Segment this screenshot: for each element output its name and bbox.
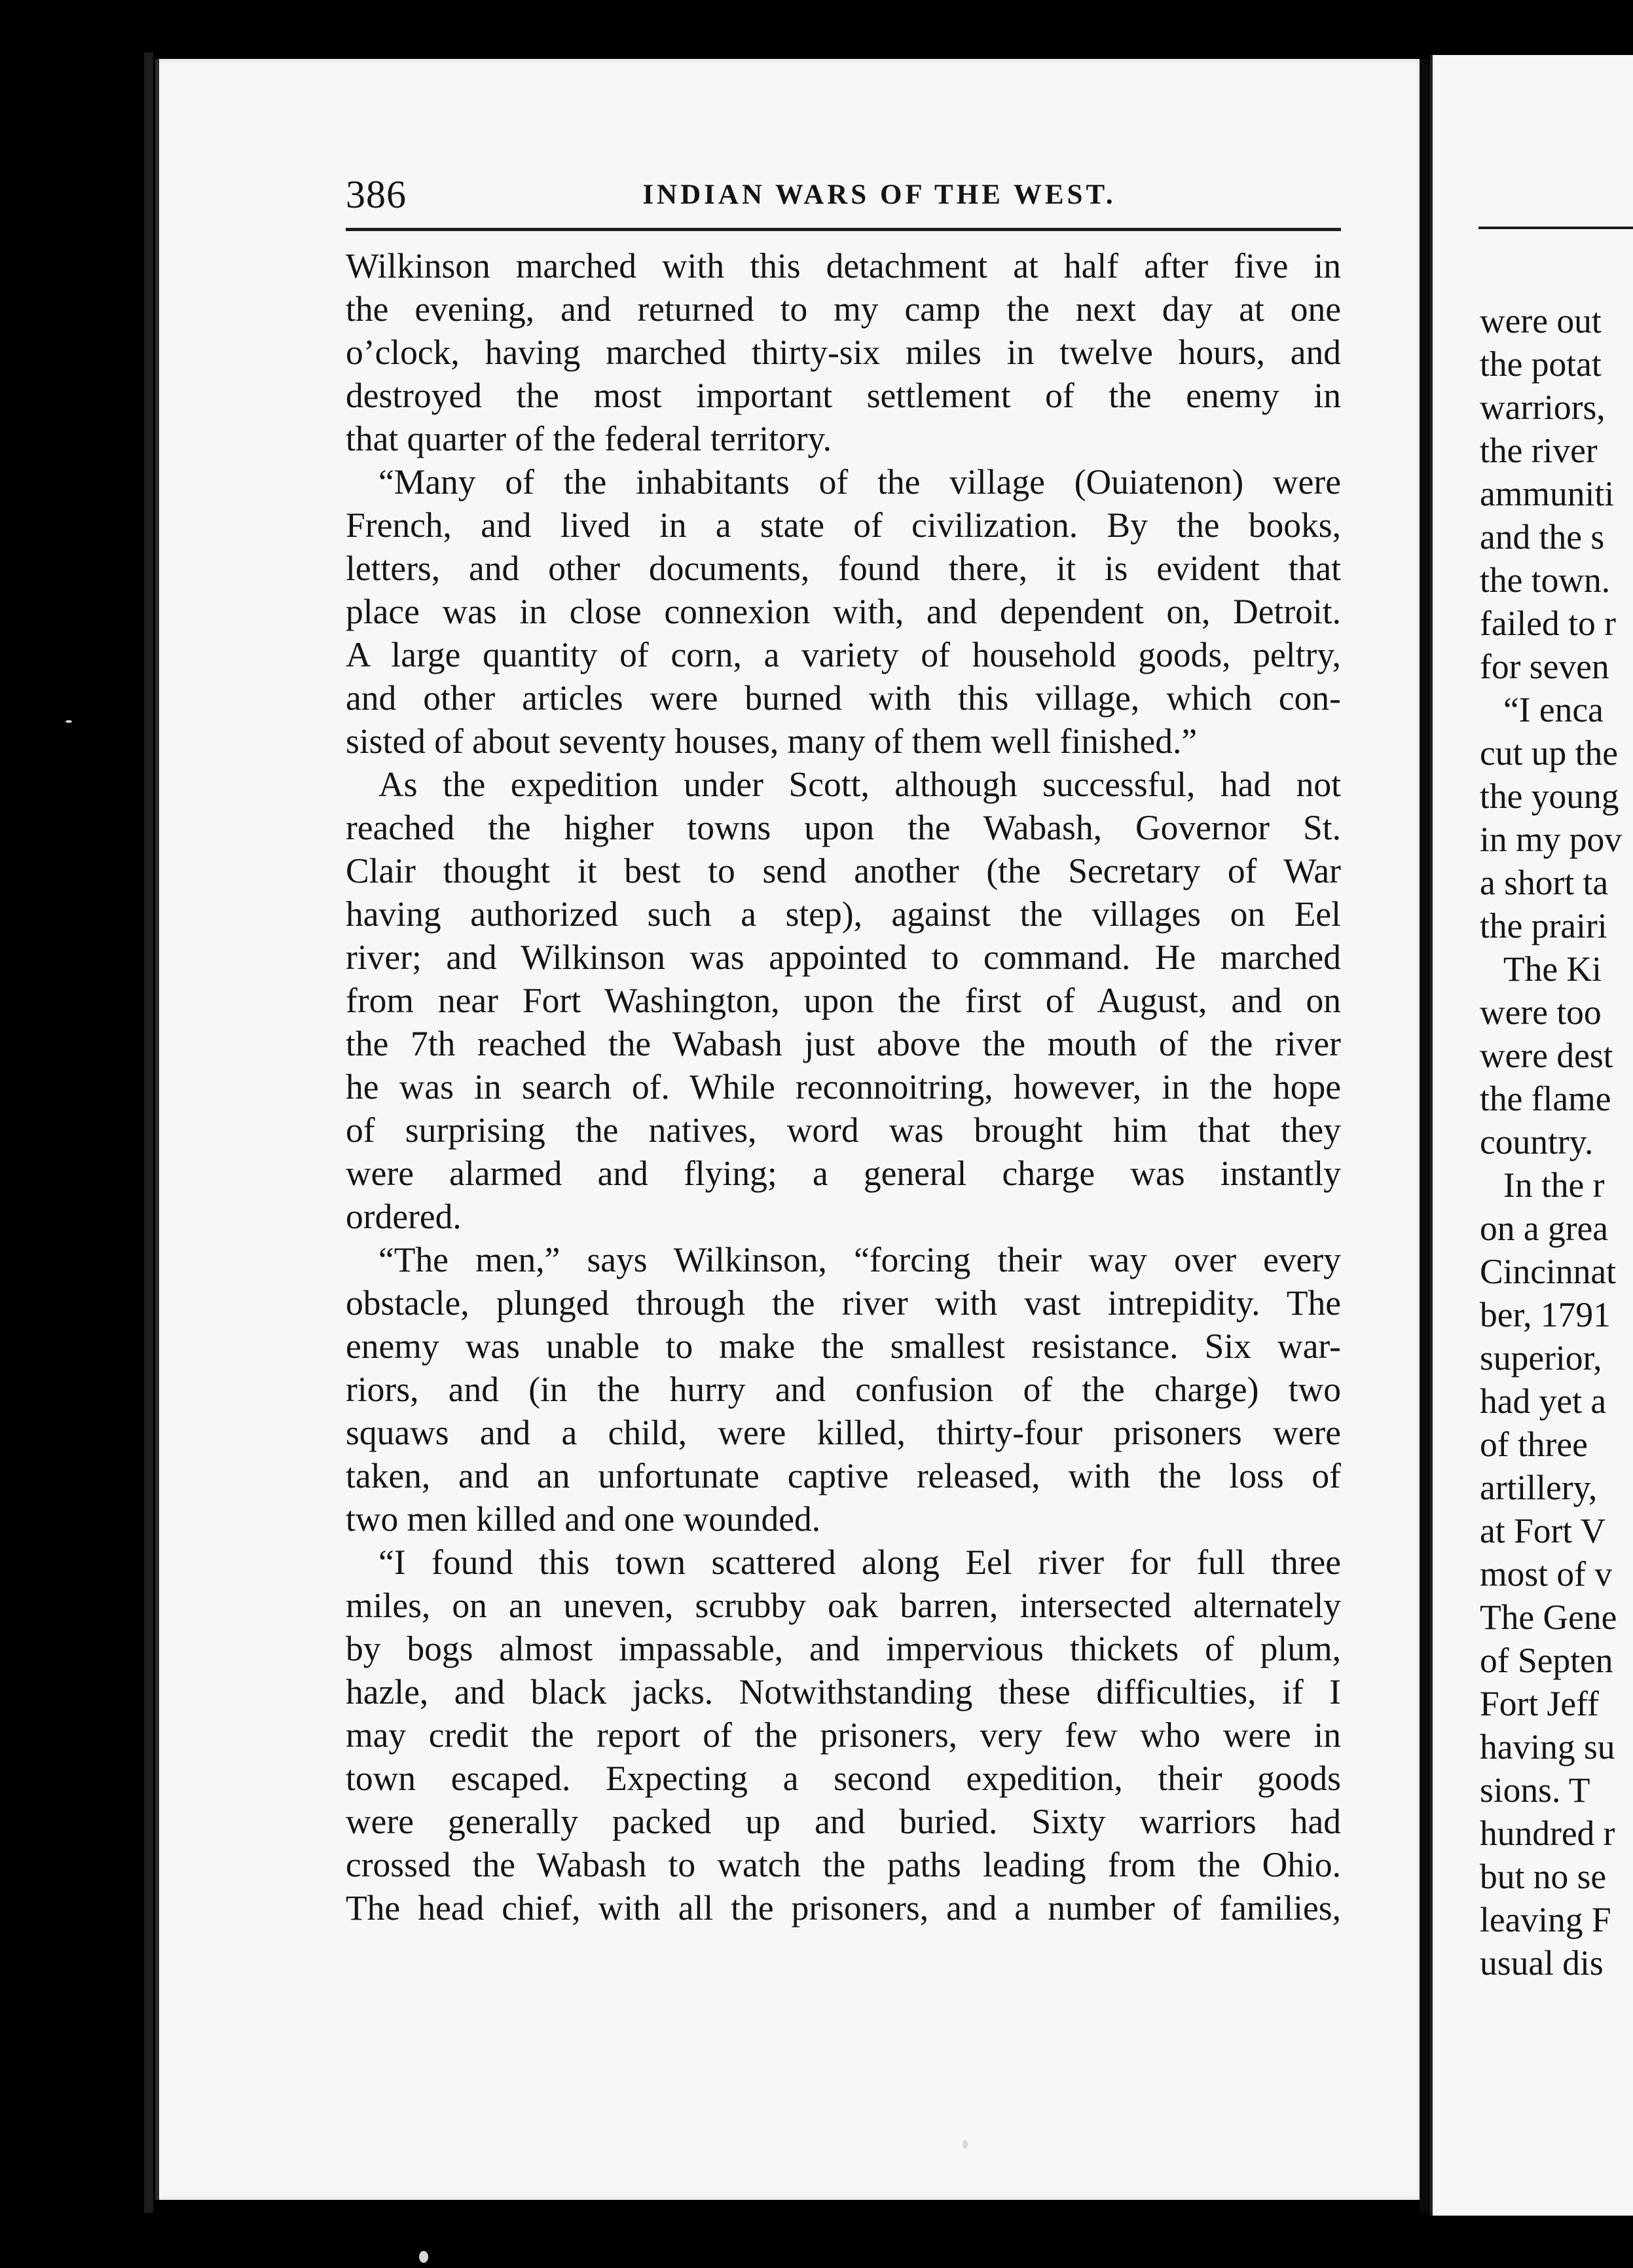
right-page-body-text [1480, 299, 1633, 1985]
text-line: letters, and other documents, found there, it is evident that [346, 549, 1341, 588]
text-line: place was in close connexion with, and dependent on, Detroit. [346, 592, 1341, 631]
text-fragment: were dest [1480, 1036, 1613, 1075]
text-line: sisted of about seventy houses, many of them well finished.” [346, 722, 1198, 761]
text-line: of surprising the natives, word was brought him that they [346, 1110, 1341, 1150]
text-fragment: country. [1480, 1122, 1594, 1161]
text-line: French, and lived in a state of civilization. By the books, [346, 505, 1341, 545]
text-fragment: having su [1480, 1727, 1615, 1766]
text-fragment: the flame [1480, 1079, 1611, 1118]
text-fragment: were out [1480, 301, 1602, 340]
text-fragment: hundred r [1480, 1814, 1615, 1853]
text-fragment: superior, [1480, 1338, 1602, 1378]
text-fragment: In the r [1503, 1165, 1605, 1205]
text-fragment: and the s [1480, 517, 1605, 557]
text-line: that quarter of the federal territory. [346, 419, 832, 458]
text-fragment: of Septen [1480, 1641, 1613, 1680]
text-fragment: The Ki [1503, 949, 1602, 989]
text-fragment: ber, 1791 [1480, 1295, 1611, 1334]
page-number: 386 [346, 173, 407, 216]
left-page-body-text [346, 244, 1341, 1930]
text-line: riors, and (in the hurry and confusion of the charge) two [346, 1370, 1341, 1409]
text-line: town escaped. Expecting a second expedition, their goods [346, 1759, 1341, 1798]
text-fragment: the river [1480, 431, 1598, 470]
text-line: A large quantity of corn, a variety of household goods, peltry, [346, 635, 1341, 674]
text-line: and other articles were burned with this village, which con- [346, 678, 1341, 718]
text-fragment: failed to r [1480, 604, 1616, 643]
text-line: were generally packed up and buried. Sixty warriors had [346, 1802, 1341, 1841]
text-fragment: but no se [1480, 1857, 1607, 1896]
text-fragment: “I enca [1503, 690, 1604, 729]
text-line: reached the higher towns upon the Wabash, Governor St. [346, 808, 1341, 847]
text-line: he was in search of. While reconnoitring, however, in the hope [346, 1067, 1341, 1107]
text-fragment: on a grea [1480, 1209, 1609, 1248]
text-line: the evening, and returned to my camp the next day at one [346, 289, 1341, 329]
text-fragment: The Gene [1480, 1598, 1617, 1637]
text-line: the 7th reached the Wabash just above the mouth of the river [346, 1024, 1341, 1063]
scan-speck [963, 2140, 968, 2149]
text-fragment: were too [1480, 993, 1602, 1032]
text-line: “Many of the inhabitants of the village (Ouiatenon) were [378, 462, 1341, 502]
text-line: obstacle, plunged through the river with vast intrepidity. The [346, 1283, 1341, 1323]
text-fragment: leaving F [1480, 1900, 1611, 1939]
text-line: “The men,” says Wilkinson, “forcing their way over every [378, 1240, 1341, 1279]
text-fragment: Cincinnat [1480, 1252, 1617, 1291]
text-line: miles, on an uneven, scrubby oak barren, intersected alternately [346, 1586, 1341, 1625]
running-head [346, 172, 1341, 217]
right-header-rule [1478, 227, 1633, 229]
text-fragment: of three [1480, 1425, 1588, 1464]
text-line: Clair thought it best to send another (the Secretary of War [346, 851, 1341, 890]
text-line: taken, and an unfortunate captive released, with the loss of [346, 1456, 1341, 1495]
text-fragment: artillery, [1480, 1468, 1598, 1507]
text-line: hazle, and black jacks. Notwithstanding these difficulties, if I [346, 1672, 1341, 1711]
text-line: crossed the Wabash to watch the paths leading from the Ohio. [346, 1845, 1341, 1884]
text-line: from near Fort Washington, upon the first of August, and on [346, 981, 1341, 1020]
text-fragment: the young [1480, 777, 1619, 816]
header-rule [346, 228, 1341, 231]
text-fragment: sions. T [1480, 1770, 1590, 1810]
text-line: squaws and a child, were killed, thirty-four prisoners were [346, 1413, 1341, 1452]
text-fragment: warriors, [1480, 388, 1605, 427]
right-page-fragment [1430, 55, 1633, 2216]
page-edge-shadow [144, 52, 153, 2213]
text-line: enemy was unable to make the smallest resistance. Six war- [346, 1326, 1341, 1366]
text-fragment: had yet a [1480, 1381, 1607, 1421]
text-fragment: the town. [1480, 560, 1611, 600]
text-line: were alarmed and flying; a general charge was instantly [346, 1154, 1341, 1193]
text-fragment: Fort Jeff [1480, 1684, 1599, 1723]
text-line: ordered. [346, 1197, 462, 1236]
text-fragment: at Fort V [1480, 1511, 1606, 1550]
text-line: two men killed and one wounded. [346, 1499, 821, 1539]
scan-speck [65, 720, 72, 723]
text-line: river; and Wilkinson was appointed to command. He marched [346, 938, 1341, 977]
text-fragment: most of v [1480, 1554, 1613, 1594]
text-fragment: the potat [1480, 344, 1602, 384]
text-fragment: cut up the [1480, 733, 1618, 773]
scan-speck [419, 2251, 428, 2263]
text-line: may credit the report of the prisoners, very few who were in [346, 1715, 1341, 1755]
text-fragment: the prairi [1480, 906, 1607, 945]
text-line: having authorized such a step), against the villages on Eel [346, 894, 1341, 934]
text-line: o’clock, having marched thirty-six miles in twelve hours, and [346, 333, 1341, 372]
text-line: The head chief, with all the prisoners, and a number of families, [346, 1888, 1341, 1928]
text-fragment: in my pov [1480, 820, 1622, 859]
text-line: by bogs almost impassable, and impervious thickets of plum, [346, 1629, 1341, 1668]
text-line: As the expedition under Scott, although successful, had not [378, 765, 1341, 804]
text-line: Wilkinson marched with this detachment at half after five in [346, 246, 1341, 285]
text-fragment: ammuniti [1480, 474, 1615, 513]
text-line: destroyed the most important settlement of the enemy in [346, 376, 1341, 415]
text-fragment: usual dis [1480, 1943, 1604, 1983]
text-fragment: a short ta [1480, 863, 1609, 902]
running-title: INDIAN WARS OF THE WEST. [642, 179, 1116, 210]
text-fragment: for seven [1480, 647, 1609, 686]
text-line: “I found this town scattered along Eel river for full three [378, 1543, 1341, 1582]
